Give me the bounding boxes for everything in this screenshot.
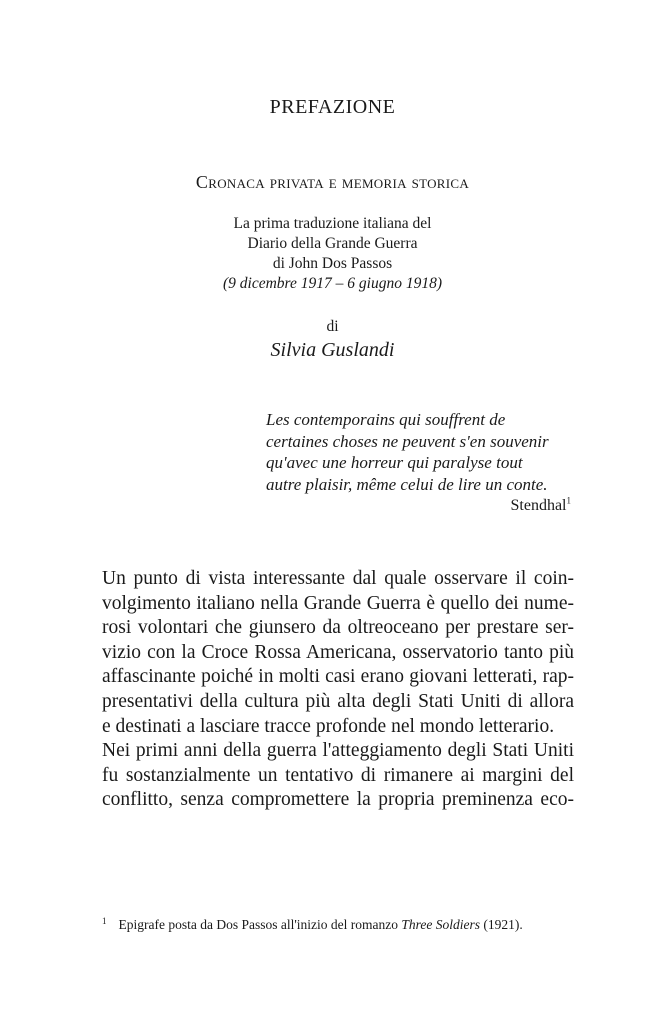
epigraph-line: Les contemporains qui souffrent de: [266, 410, 506, 429]
body-line: e destinati a lasciare tracce profonde nel mondo letterario.: [102, 715, 555, 737]
epigraph: [266, 409, 576, 517]
footnote-text-end: (1921).: [480, 917, 523, 932]
body-line: affascinante poiché in molti casi erano giovani letterati, rap-: [102, 666, 574, 688]
footnote-reference[interactable]: 1: [566, 495, 571, 506]
author-name: Silvia Guslandi: [270, 339, 395, 361]
intro-line: di John Dos Passos: [272, 255, 393, 272]
body-line: Nei primi anni della guerra l'atteggiamento degli Stati Uniti: [102, 740, 574, 762]
body-line: vizio con la Croce Rossa Americana, osservatorio tanto più: [102, 641, 574, 663]
epigraph-attribution: [266, 495, 571, 517]
chapter-subtitle: Cronaca privata e memoria storica: [195, 172, 470, 192]
body-line: Un punto di vista interessante dal quale osservare il coin-: [102, 568, 574, 589]
byline-di: di: [326, 318, 339, 335]
intro-dates: (9 dicembre 1917 – 6 giugno 1918): [223, 275, 442, 292]
intro-line: La prima traduzione italiana del: [233, 215, 432, 232]
footnote-number: 1: [102, 915, 107, 926]
body-paragraph: [102, 567, 574, 813]
epigraph-line: certaines choses ne peuvent s'en souvenir: [266, 431, 549, 451]
body-line: volgimento italiano nella Grande Guerra è quello dei nume-: [102, 592, 574, 614]
body-line: presentativi della cultura più alta degli Stati Uniti di allora: [102, 690, 574, 712]
footnote-work-title: Three Soldiers: [401, 917, 480, 932]
intro-block: [0, 214, 665, 294]
attribution-name: Stendhal: [510, 497, 567, 514]
footnote-text: Epigrafe posta da Dos Passos all'inizio del romanzo: [118, 917, 402, 932]
intro-line: Diario della Grande Guerra: [247, 235, 418, 252]
footnote: [102, 917, 582, 933]
body-line: rosi volontari che giunsero da oltreoceano per prestare ser-: [102, 617, 574, 639]
page-title: PREFAZIONE: [269, 96, 396, 118]
body-line: conflitto, senza compromettere la propria preminenza eco-: [102, 789, 574, 811]
epigraph-line: qu'avec une horreur qui paralyse tout: [266, 453, 523, 472]
body-line: fu sostanzialmente un tentativo di rimanere ai margini del: [102, 764, 574, 786]
epigraph-line: autre plaisir, même celui de lire un conte.: [266, 474, 548, 494]
